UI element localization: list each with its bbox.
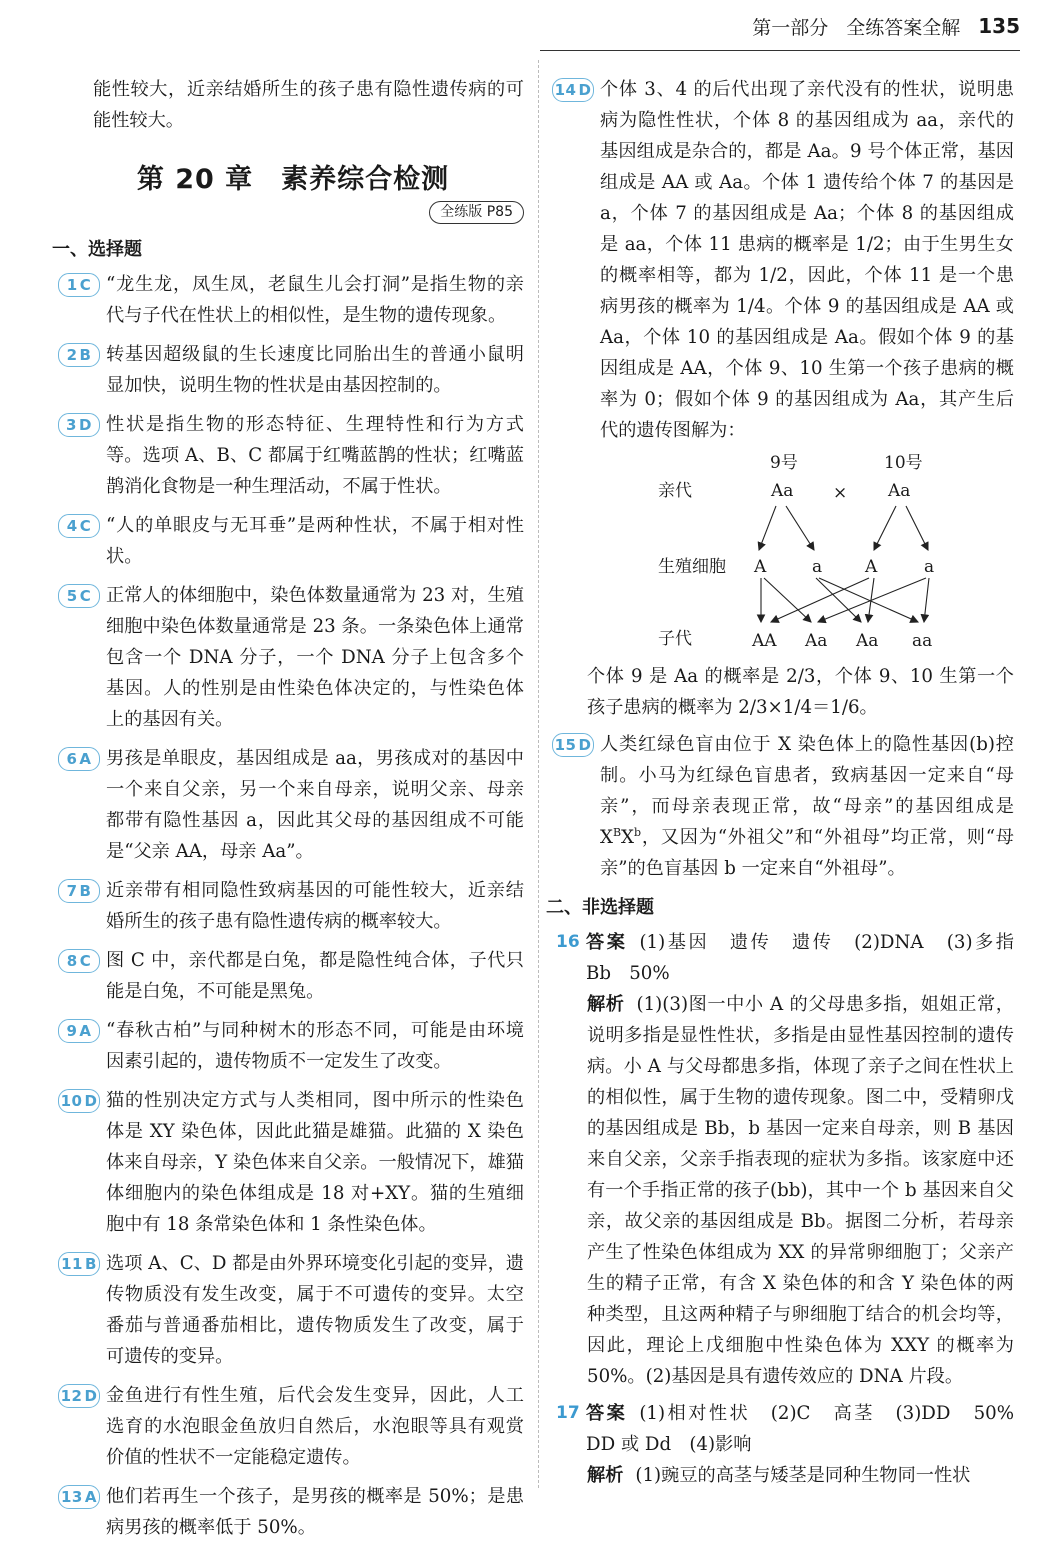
row-parent: 亲代 xyxy=(658,481,692,501)
question-14 xyxy=(556,74,1014,446)
child-2: Aa xyxy=(805,631,828,651)
page-number: 135 xyxy=(978,14,1020,38)
explanation: 图 C 中，亲代都是白兔，都是隐性纯合体，子代只能是白兔，不可能是黑兔。 xyxy=(106,950,524,1002)
question-13 xyxy=(62,1481,524,1543)
explanation: “春秋古柏”与同种树木的形态不同，可能是由环境因素引起的，遗传物质不一定发生了改变。 xyxy=(106,1020,524,1072)
gamete-3: A xyxy=(865,557,878,577)
answer-badge: 10 D xyxy=(58,1089,100,1113)
answer-badge: 8 C xyxy=(58,949,100,973)
header-part: 第一部分 xyxy=(752,16,829,39)
analysis-16: 解析 (1)(3)图一中小 A 的父母患多指，姐姐正常，说明多指是显性性状，多指是由显性基因控制的遗传病。小 A 与父母都患多指，体现了亲子之间在性状上的相似性，属于生物的遗传现象。图二中，受精卵戊的基因组成是 Bb，b 基因一定来自母亲，则 B 基因来自父亲，父亲手指表现的症状为多指。该家庭中还有一个手指正常的孩子(bb)，其中一个 b 基因来自父亲，故父亲的基因组成是 Bb。据图二分析，若母亲产生了性染色体组成为 XX 的异常卵细胞丁；父亲产生的精子正常，有含 X 染色体的和含 Y 染色体的两种类型，且这两种精子与卵细胞丁结合的机会均等，因此，理论上戊细胞中性染色体为 XXY 的概率为 50%。(2)基因是具有遗传效应的 DNA 片段。 xyxy=(587,994,1014,1387)
explanation: “人的单眼皮与无耳垂”是两种性状，不属于相对性状。 xyxy=(106,515,524,567)
chapter-title: 第 20 章 素养综合检测 xyxy=(136,164,450,195)
answer-badge: 2 B xyxy=(58,343,100,367)
row-child: 子代 xyxy=(658,629,692,649)
answer-badge: 9 A xyxy=(58,1019,100,1043)
page-header xyxy=(752,6,1020,46)
answer-text: (1)基因 遗传 遗传 (2)DNA (3)多指 Bb 50% xyxy=(586,932,1033,984)
question-11 xyxy=(62,1248,524,1372)
question-15 xyxy=(556,729,1014,884)
section-choice: 一、选择题 xyxy=(52,239,142,260)
genetic-cross-diagram xyxy=(556,454,1014,659)
answer-label: 答案 xyxy=(586,932,628,953)
explanation: 个体 3、4 的后代出现了亲代没有的性状，说明患病为隐性性状，个体 8 的基因组成为 aa，亲代的基因组成是杂合的，都是 Aa。9 号个体正常，基因组成是 AA 或 Aa。个体 1 遗传给个体 7 的基因是 a，个体 7 的基因组成是 Aa；个体 8 的基因组成是 aa，个体 11 患病的概率是 1/2；由于生男生女的概率相等，都为 1/2，因此，个体 11 是一个患病男孩的概率为 1/4。个体 9 的基因组成是 AA 或 Aa，个体 10 的基因组成是 Aa。假如个体 9 的基因组成是 AA，个体 9、10 生第一个孩子患病的概率为 0；假如个体 9 的基因组成为 Aa，其产生后代的遗传图解为： xyxy=(600,79,1014,441)
cross-diagram-svg xyxy=(556,454,1014,659)
question-8 xyxy=(62,945,524,1007)
explanation: 猫的性别决定方式与人类相同，图中所示的性染色体是 XY 染色体，因此此猫是雄猫。此猫的 X 染色体来自母亲，Y 染色体来自父亲。一般情况下，雄猫体细胞内的染色体组成是 18 对+XY。猫的生殖细胞中有 18 条常染色体和 1 条性染色体。 xyxy=(106,1090,524,1235)
answer-badge: 7 B xyxy=(58,879,100,903)
gamete-4: a xyxy=(924,557,935,577)
explanation: 人类红绿色盲由位于 X 染色体上的隐性基因(b)控制。小马为红绿色盲患者，致病基因一定来自“母亲”，而母亲表现正常，故“母亲”的基因组成是 $X^BX^b$，又因为“外祖父”和“外祖母”均正常，则“母亲”的色盲基因 b 一定来自“外祖母”。 xyxy=(600,734,1014,879)
explanation: 性状是指生物的形态特征、生理特性和行为方式等。选项 A、B、C 都属于红嘴蓝鹊的性状；红嘴蓝鹊消化食物是一种生理活动，不属于性状。 xyxy=(106,414,524,497)
answer-badge: 5 C xyxy=(58,584,100,608)
explanation: 选项 A、C、D 都是由外界环境变化引起的变异，遗传物质没有发生改变，属于不可遗传的变异。太空番茄与普通番茄相比，遗传物质发生了改变，属于可遗传的变异。 xyxy=(106,1253,524,1367)
question-5 xyxy=(62,580,524,735)
question-12 xyxy=(62,1380,524,1473)
question-6 xyxy=(62,743,524,867)
answer-label: 答案 xyxy=(586,1403,628,1424)
left-column xyxy=(52,74,524,1551)
header-rule xyxy=(540,50,1020,51)
label-10: 10号 xyxy=(884,454,923,473)
question-2 xyxy=(62,339,524,401)
answer-text: (1)相对性状 (2)C 高茎 (3)DD 50% DD 或 Dd (4)影响 xyxy=(586,1403,1033,1455)
answer-badge: 12 D xyxy=(58,1384,100,1408)
explanation: 男孩是单眼皮，基因组成是 aa，男孩成对的基因中一个来自父亲，另一个来自母亲，说明父亲、母亲都带有隐性基因 a，因此其父母的基因组成不可能是“父亲 AA，母亲 Aa”。 xyxy=(106,748,524,862)
question-10 xyxy=(62,1085,524,1240)
child-4: aa xyxy=(912,631,933,651)
answer-badge: 14 D xyxy=(552,78,594,102)
question-3 xyxy=(62,409,524,502)
explanation: 近亲带有相同隐性致病基因的可能性较大，近亲结婚所生的孩子患有隐性遗传病的概率较大。 xyxy=(106,880,524,932)
analysis-label: 解析 xyxy=(587,994,625,1015)
edition-pill: 全练版 P85 xyxy=(429,201,524,224)
explanation: 正常人的体细胞中，染色体数量通常为 23 对，生殖细胞中染色体数量通常是 23 条。一条染色体上通常包含一个 DNA 分子，一个 DNA 分子上包含多个基因。人的性别是由性染色体决定的，与性染色体上的基因有关。 xyxy=(106,585,524,730)
item14-conclusion: 个体 9 是 Aa 的概率是 2/3，个体 9、10 生第一个孩子患病的概率为 2/3×1/4＝1/6。 xyxy=(587,666,1014,718)
answer-badge: 11 B xyxy=(58,1252,100,1276)
child-3: Aa xyxy=(856,631,879,651)
analysis-label: 解析 xyxy=(587,1465,624,1486)
explanation: 他们若再生一个孩子，是男孩的概率是 50%；是患病男孩的概率低于 50%。 xyxy=(106,1486,524,1538)
question-1 xyxy=(62,269,524,331)
row-gamete: 生殖细胞 xyxy=(658,557,726,577)
question-4 xyxy=(62,510,524,572)
column-divider xyxy=(538,60,539,1488)
answer-badge: 3 D xyxy=(58,413,100,437)
header-title: 全练答案全解 xyxy=(846,16,961,39)
answer-badge: 15 D xyxy=(552,733,594,757)
question-number: 17 xyxy=(556,1403,580,1423)
question-16 xyxy=(556,927,1033,989)
answer-badge: 1 C xyxy=(58,273,100,297)
parent-9: Aa xyxy=(771,481,794,501)
choice-items xyxy=(62,269,524,1543)
question-17 xyxy=(556,1398,1033,1460)
question-9 xyxy=(62,1015,524,1077)
question-7 xyxy=(62,875,524,937)
gamete-2: a xyxy=(812,557,823,577)
explanation: 金鱼进行有性生殖，后代会发生变异，因此，人工选育的水泡眼金鱼放归自然后，水泡眼等具有观赏价值的性状不一定能稳定遗传。 xyxy=(106,1385,524,1468)
child-1: AA xyxy=(752,631,777,651)
answer-badge: 4 C xyxy=(58,514,100,538)
question-number: 16 xyxy=(556,932,580,952)
answer-badge: 6 A xyxy=(58,747,100,771)
explanation: 转基因超级鼠的生长速度比同胎出生的普通小鼠明显加快，说明生物的性状是由基因控制的。 xyxy=(106,344,524,396)
parent-10: Aa xyxy=(888,481,911,501)
right-column xyxy=(546,74,1033,1491)
answer-badge: 13 A xyxy=(58,1485,100,1509)
analysis-17: 解析 (1)豌豆的高茎与矮茎是同种生物同一性状 xyxy=(587,1465,971,1486)
section-nonchoice: 二、非选择题 xyxy=(546,897,654,918)
intro-text: 能性较大，近亲结婚所生的孩子患有隐性遗传病的可能性较大。 xyxy=(93,79,524,131)
cross-sign: × xyxy=(833,483,848,503)
label-9: 9号 xyxy=(770,454,798,473)
gamete-1: A xyxy=(754,557,767,577)
explanation: “龙生龙，凤生凤，老鼠生儿会打洞”是指生物的亲代与子代在性状上的相似性，是生物的遗传现象。 xyxy=(106,274,524,326)
